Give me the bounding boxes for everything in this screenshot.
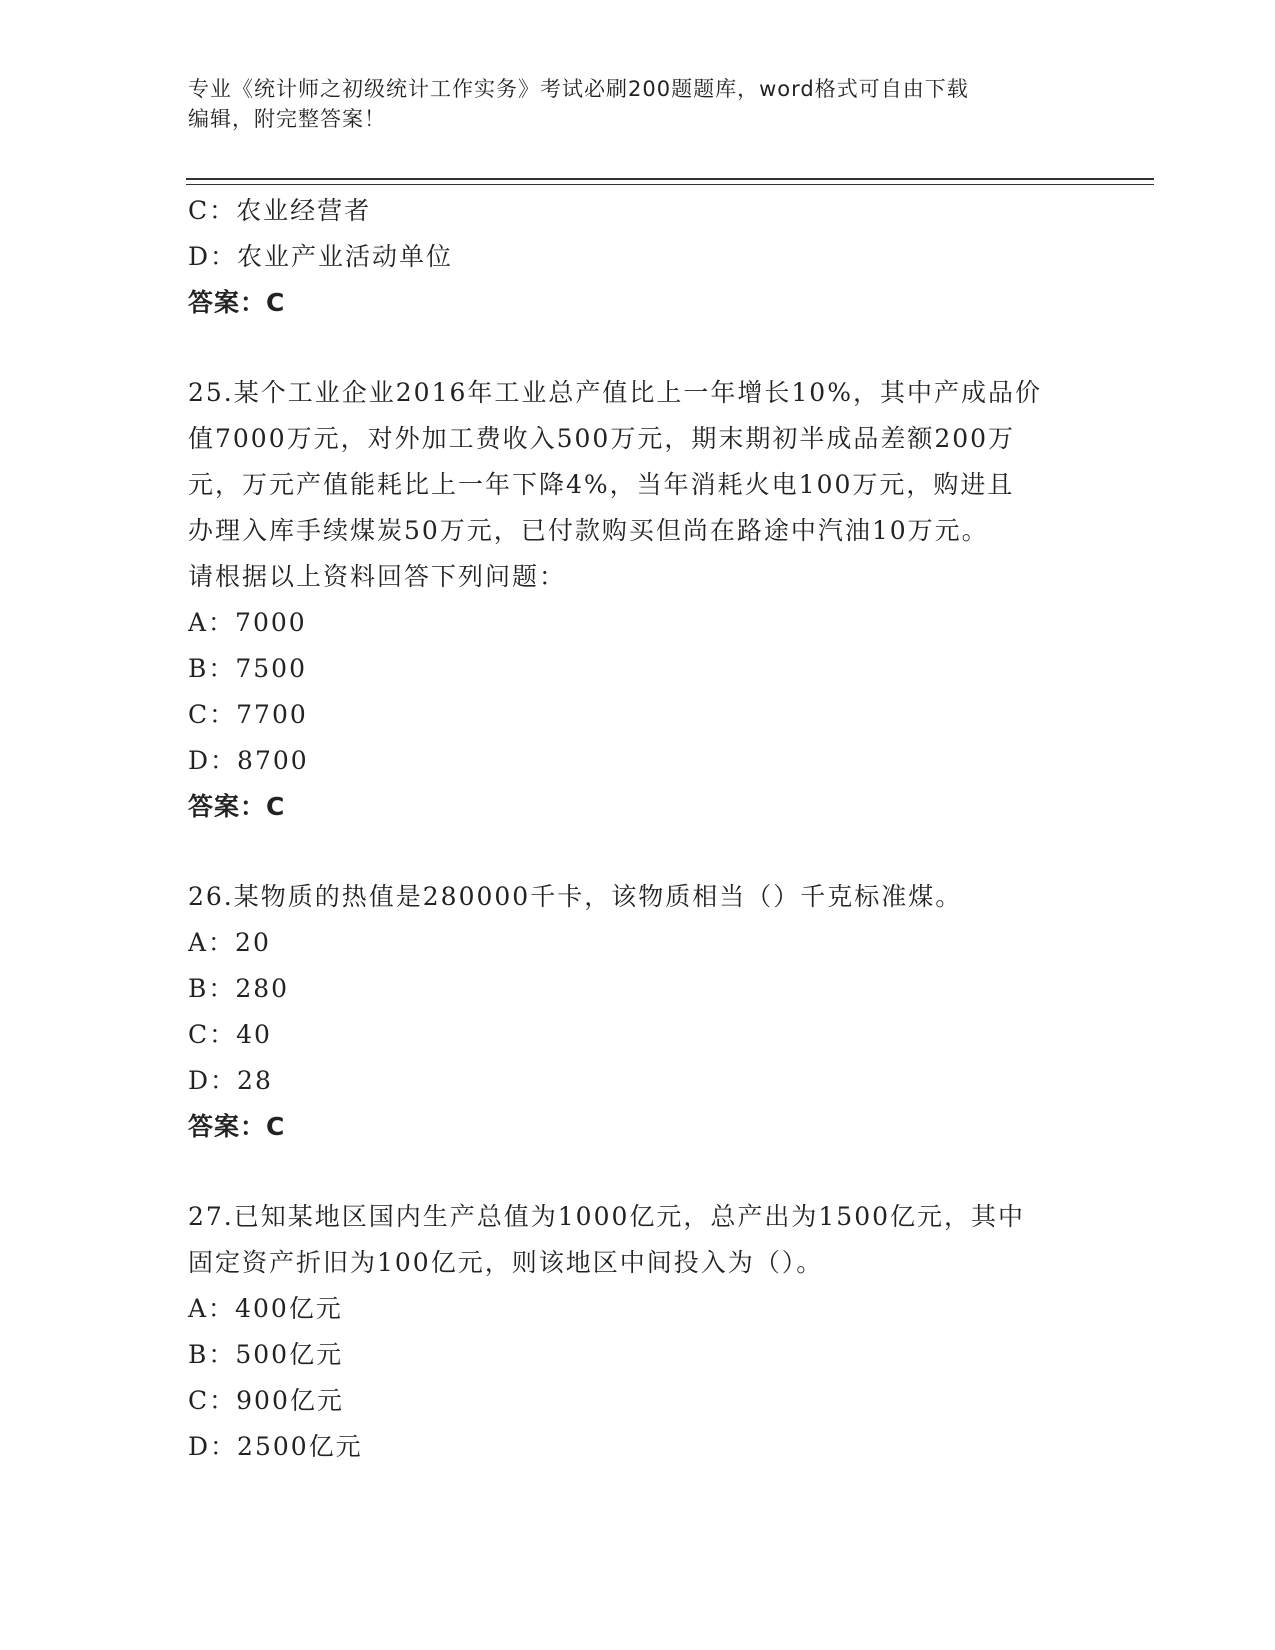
question-26 (188, 874, 1088, 1150)
option-b: B：280 (188, 974, 290, 1003)
option-b: B：500亿元 (188, 1340, 344, 1369)
page-header (188, 74, 1108, 134)
prev-question-tail (188, 188, 1088, 326)
question-27 (188, 1194, 1088, 1470)
stem-line: 办理入库手续煤炭50万元，已付款购买但尚在路途中汽油10万元。 (188, 516, 989, 545)
question-25 (188, 370, 1088, 830)
question-stem (188, 370, 1088, 600)
header-title-line-1: 专业《统计师之初级统计工作实务》考试必刷200题题库，word格式可自由下载 (188, 77, 969, 101)
question-stem (188, 874, 1088, 920)
header-title-line-2: 编辑，附完整答案！ (188, 107, 386, 131)
answer: 答案：C (188, 792, 286, 821)
option-c: C：农业经营者 (188, 196, 372, 225)
document-body (188, 188, 1088, 1470)
option-c: C：900亿元 (188, 1386, 344, 1415)
option-b: B：7500 (188, 654, 307, 683)
stem-line: 固定资产折旧为100亿元，则该地区中间投入为（）。 (188, 1248, 824, 1277)
answer: 答案：C (188, 1112, 286, 1141)
option-a: A：20 (188, 928, 271, 957)
option-d: D：2500亿元 (188, 1432, 363, 1461)
option-a: A：400亿元 (188, 1294, 343, 1323)
option-c: C：7700 (188, 700, 308, 729)
option-d: D：28 (188, 1066, 273, 1095)
answer: 答案：C (188, 288, 286, 317)
option-d: D：农业产业活动单位 (188, 242, 454, 271)
option-c: C：40 (188, 1020, 272, 1049)
stem-line: 请根据以上资料回答下列问题： (188, 562, 567, 591)
option-a: A：7000 (188, 608, 307, 637)
stem-line: 值7000万元，对外加工费收入500万元，期末期初半成品差额200万 (188, 424, 1016, 453)
option-d: D：8700 (188, 746, 309, 775)
stem-line: 27.已知某地区国内生产总值为1000亿元，总产出为1500亿元，其中 (188, 1202, 1026, 1231)
stem-line: 元，万元产值能耗比上一年下降4%，当年消耗火电100万元，购进且 (188, 470, 1015, 499)
stem-line: 26.某物质的热值是280000千卡，该物质相当（）千克标准煤。 (188, 882, 963, 911)
question-stem (188, 1194, 1088, 1286)
stem-line: 25.某个工业企业2016年工业总产值比上一年增长10%，其中产成品价 (188, 378, 1042, 407)
header-divider (186, 178, 1154, 185)
